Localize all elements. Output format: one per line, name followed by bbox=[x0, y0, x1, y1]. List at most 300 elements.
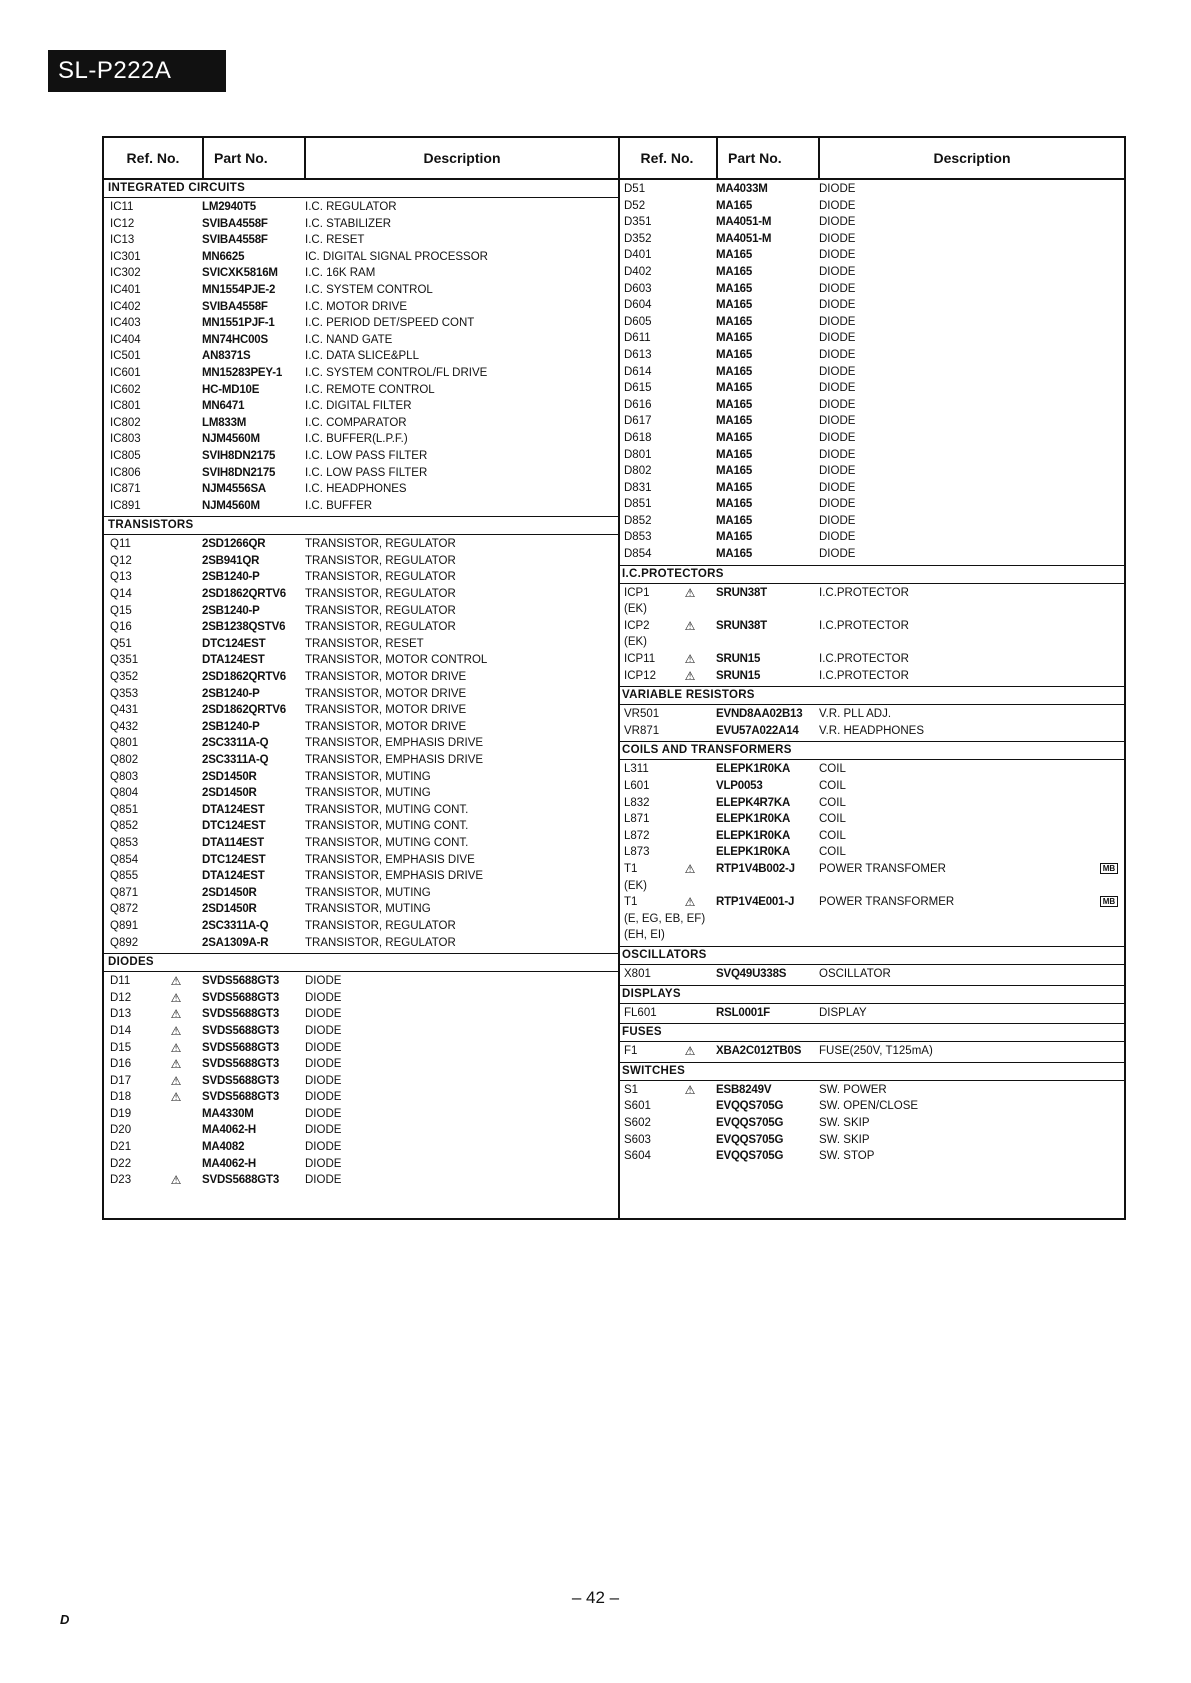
part-no: MA165 bbox=[716, 265, 753, 278]
ref-no: D11 bbox=[110, 975, 131, 988]
safety-mark-empty bbox=[150, 365, 202, 382]
table-row bbox=[618, 480, 1124, 497]
ref-no: Q11 bbox=[110, 538, 131, 551]
table-header bbox=[104, 138, 618, 180]
header-part: Part No. bbox=[718, 138, 820, 178]
ref-no: T1 bbox=[624, 896, 638, 909]
part-no: SVDS5688GT3 bbox=[202, 991, 280, 1004]
parts-table bbox=[102, 136, 1126, 1220]
safety-warning-icon: ⚠ bbox=[684, 668, 696, 683]
table-row bbox=[618, 966, 1124, 983]
ref-no: D605 bbox=[624, 315, 652, 328]
ref-no: Q851 bbox=[110, 803, 139, 816]
safety-warning-icon: ⚠ bbox=[170, 1090, 182, 1105]
part-no: MA165 bbox=[716, 348, 753, 361]
safety-mark-empty bbox=[664, 496, 716, 513]
part-no: MA4051-M bbox=[716, 232, 772, 245]
part-no: SVIH8DN2175 bbox=[202, 466, 276, 479]
ref-no: VR501 bbox=[624, 708, 660, 721]
parts-section bbox=[618, 180, 1124, 565]
table-row bbox=[618, 463, 1124, 480]
safety-mark-empty bbox=[150, 636, 202, 653]
section-title: DIODES bbox=[104, 953, 618, 972]
description: DIODE bbox=[819, 348, 856, 361]
safety-mark-empty bbox=[150, 1139, 202, 1156]
ref-no: IC501 bbox=[110, 350, 141, 363]
description: I.C. MOTOR DRIVE bbox=[305, 300, 408, 313]
description: DIODE bbox=[819, 481, 856, 494]
safety-mark-empty bbox=[664, 1005, 716, 1022]
description: DIODE bbox=[305, 1041, 342, 1054]
table-row bbox=[618, 1098, 1124, 1115]
description: I.C.PROTECTOR bbox=[819, 669, 909, 682]
ref-no: D51 bbox=[624, 183, 646, 195]
description: DIODE bbox=[305, 1124, 342, 1137]
part-no: EVND8AA02B13 bbox=[716, 708, 803, 721]
part-no: SVIBA4558F bbox=[202, 300, 268, 313]
ref-no: IC891 bbox=[110, 499, 141, 512]
description: DIODE bbox=[819, 431, 856, 444]
ref-no: D14 bbox=[110, 1024, 132, 1037]
part-no: MA165 bbox=[716, 315, 753, 328]
description: DISPLAY bbox=[819, 1006, 867, 1019]
part-no: SVIBA4558F bbox=[202, 234, 268, 247]
description: TRANSISTOR, MUTING bbox=[305, 770, 431, 783]
part-no: 2SB1240-P bbox=[202, 720, 260, 733]
table-row bbox=[104, 249, 618, 266]
description: DIODE bbox=[819, 531, 856, 544]
part-no: EVQQS705G bbox=[716, 1116, 784, 1129]
safety-warning-icon: ⚠ bbox=[170, 990, 182, 1005]
description: I.C. REGULATOR bbox=[305, 201, 397, 213]
description: DIODE bbox=[819, 315, 856, 328]
section-title: SWITCHES bbox=[618, 1062, 1124, 1081]
table-row bbox=[618, 878, 1124, 895]
ref-no: (E, EG, EB, EF) bbox=[624, 912, 706, 925]
ref-no: L832 bbox=[624, 796, 650, 809]
table-row bbox=[104, 299, 618, 316]
table-header bbox=[618, 138, 1124, 180]
part-no: MA165 bbox=[716, 299, 753, 312]
table-row bbox=[104, 818, 618, 835]
part-no: MA4330M bbox=[202, 1107, 254, 1120]
safety-mark-empty bbox=[150, 885, 202, 902]
table-row bbox=[104, 232, 618, 249]
ref-no: IC12 bbox=[110, 217, 135, 230]
description: DIODE bbox=[819, 332, 856, 345]
part-no: MA165 bbox=[716, 448, 753, 461]
ref-no: D352 bbox=[624, 232, 652, 245]
safety-mark-empty bbox=[664, 181, 716, 198]
table-row bbox=[104, 498, 618, 515]
ref-no: D23 bbox=[110, 1174, 132, 1187]
table-row bbox=[618, 668, 1124, 685]
safety-warning-icon: ⚠ bbox=[684, 652, 696, 667]
table-row bbox=[104, 1006, 618, 1023]
table-row bbox=[618, 347, 1124, 364]
description: COIL bbox=[819, 763, 846, 776]
ref-no: (EK) bbox=[624, 879, 647, 892]
safety-warning-icon: ⚠ bbox=[170, 1040, 182, 1055]
part-no: MA4082 bbox=[202, 1141, 245, 1154]
table-row bbox=[618, 706, 1124, 723]
section-title: VARIABLE RESISTORS bbox=[618, 686, 1124, 705]
part-no: 2SB1238QSTV6 bbox=[202, 621, 286, 634]
safety-mark-empty bbox=[150, 818, 202, 835]
description: I.C. RESET bbox=[305, 234, 365, 247]
table-row bbox=[104, 536, 618, 553]
part-no: EVQQS705G bbox=[716, 1150, 784, 1163]
ref-no: L871 bbox=[624, 813, 650, 826]
part-no: MN15283PEY-1 bbox=[202, 366, 283, 379]
description: DIODE bbox=[819, 382, 856, 395]
safety-warning-icon: ⚠ bbox=[170, 1173, 182, 1188]
part-no: MA165 bbox=[716, 382, 753, 395]
ref-no: Q891 bbox=[110, 919, 139, 932]
ref-no: D15 bbox=[110, 1041, 132, 1054]
ref-no: D16 bbox=[110, 1058, 132, 1071]
table-row bbox=[618, 264, 1124, 281]
section-rows bbox=[618, 584, 1124, 687]
table-row bbox=[618, 1115, 1124, 1132]
ref-no: Q353 bbox=[110, 687, 139, 700]
table-row bbox=[104, 448, 618, 465]
table-row bbox=[104, 852, 618, 869]
description: I.C. LOW PASS FILTER bbox=[305, 466, 428, 479]
ref-no: D401 bbox=[624, 249, 652, 262]
safety-mark-empty bbox=[664, 297, 716, 314]
ref-no: IC802 bbox=[110, 416, 141, 429]
ref-no: Q852 bbox=[110, 820, 139, 833]
table-row bbox=[104, 553, 618, 570]
part-no: MA165 bbox=[716, 531, 753, 544]
table-row bbox=[104, 669, 618, 686]
safety-mark-empty bbox=[150, 398, 202, 415]
ref-no: ICP12 bbox=[624, 669, 656, 682]
ref-no: IC402 bbox=[110, 300, 141, 313]
table-row bbox=[618, 297, 1124, 314]
safety-mark-empty bbox=[150, 265, 202, 282]
part-no: ESB8249V bbox=[716, 1083, 772, 1096]
safety-mark-empty bbox=[664, 513, 716, 530]
safety-mark-empty bbox=[664, 1132, 716, 1149]
ref-no: D611 bbox=[624, 332, 651, 345]
safety-mark-empty bbox=[150, 216, 202, 233]
table-row bbox=[618, 247, 1124, 264]
description: TRANSISTOR, REGULATOR bbox=[305, 554, 456, 567]
description: I.C. SYSTEM CONTROL bbox=[305, 283, 433, 296]
safety-mark-empty bbox=[150, 465, 202, 482]
safety-mark-empty bbox=[664, 198, 716, 215]
ref-no: D402 bbox=[624, 265, 652, 278]
part-no: MA4051-M bbox=[716, 216, 772, 229]
part-no: DTA124EST bbox=[202, 870, 265, 883]
description: POWER TRANSFORMER bbox=[819, 896, 955, 909]
part-no: 2SD1862QRTV6 bbox=[202, 704, 286, 717]
safety-mark-empty bbox=[664, 214, 716, 231]
ref-no: IC801 bbox=[110, 400, 141, 413]
description: DIODE bbox=[305, 1008, 342, 1021]
table-row bbox=[104, 365, 618, 382]
safety-mark-empty bbox=[664, 966, 716, 983]
part-no: MA165 bbox=[716, 282, 753, 295]
ref-no: IC403 bbox=[110, 317, 141, 330]
ref-no: Q352 bbox=[110, 671, 139, 684]
ref-no: Q51 bbox=[110, 637, 132, 650]
part-no: SVDS5688GT3 bbox=[202, 1041, 280, 1054]
part-no: RTP1V4B002-J bbox=[716, 862, 795, 875]
description: POWER TRANSFOMER bbox=[819, 862, 946, 875]
ref-no: L872 bbox=[624, 829, 650, 842]
parts-section bbox=[618, 1062, 1124, 1167]
ref-no: D18 bbox=[110, 1091, 132, 1104]
ref-no: D618 bbox=[624, 431, 652, 444]
section-title: FUSES bbox=[618, 1023, 1124, 1042]
ref-no: VR871 bbox=[624, 724, 660, 737]
table-row bbox=[104, 935, 618, 952]
part-no: MA165 bbox=[716, 498, 753, 511]
table-row bbox=[618, 618, 1124, 635]
description: TRANSISTOR, RESET bbox=[305, 637, 424, 650]
table-row bbox=[104, 465, 618, 482]
ref-no: Q12 bbox=[110, 554, 132, 567]
description: TRANSISTOR, MOTOR DRIVE bbox=[305, 671, 467, 684]
ref-no: (EK) bbox=[624, 636, 647, 649]
safety-mark-empty bbox=[150, 901, 202, 918]
safety-mark-empty bbox=[150, 431, 202, 448]
table-row bbox=[104, 1122, 618, 1139]
description: DIODE bbox=[305, 991, 342, 1004]
part-no: 2SB1240-P bbox=[202, 604, 260, 617]
ref-no: ICP11 bbox=[624, 653, 656, 666]
description: DIODE bbox=[819, 216, 856, 229]
safety-mark-empty bbox=[664, 927, 716, 944]
description: SW. SKIP bbox=[819, 1133, 870, 1146]
safety-mark-empty bbox=[150, 935, 202, 952]
table-row bbox=[104, 652, 618, 669]
safety-mark-empty bbox=[150, 619, 202, 636]
table-row bbox=[618, 330, 1124, 347]
description: COIL bbox=[819, 829, 846, 842]
part-no: MN6625 bbox=[202, 250, 245, 263]
ref-no: D617 bbox=[624, 415, 652, 428]
safety-warning-icon: ⚠ bbox=[170, 1007, 182, 1022]
safety-warning-icon: ⚠ bbox=[684, 585, 696, 600]
description: DIODE bbox=[819, 415, 856, 428]
ref-no: S602 bbox=[624, 1116, 651, 1129]
table-row bbox=[104, 785, 618, 802]
part-no: 2SD1450R bbox=[202, 903, 257, 916]
safety-mark-empty bbox=[664, 480, 716, 497]
description: DIODE bbox=[819, 183, 856, 195]
parts-section bbox=[104, 516, 618, 953]
safety-warning-icon: ⚠ bbox=[170, 974, 182, 989]
safety-mark-empty bbox=[150, 802, 202, 819]
mb-tag: MB bbox=[1100, 863, 1118, 874]
ref-no: Q13 bbox=[110, 571, 132, 584]
table-row bbox=[104, 752, 618, 769]
safety-mark-empty bbox=[664, 761, 716, 778]
part-no: SVIH8DN2175 bbox=[202, 449, 276, 462]
ref-no: IC601 bbox=[110, 366, 141, 379]
ref-no: D831 bbox=[624, 481, 652, 494]
description: TRANSISTOR, REGULATOR bbox=[305, 919, 456, 932]
safety-mark-empty bbox=[150, 382, 202, 399]
table-row bbox=[618, 1082, 1124, 1099]
part-no: RSL0001F bbox=[716, 1006, 771, 1019]
safety-mark-empty bbox=[664, 911, 716, 928]
part-no: MA4033M bbox=[716, 183, 768, 195]
part-no: MA165 bbox=[716, 548, 753, 561]
part-no: DTA114EST bbox=[202, 836, 264, 849]
ref-no: IC401 bbox=[110, 283, 141, 296]
safety-mark-empty bbox=[664, 463, 716, 480]
ref-no: L601 bbox=[624, 780, 650, 792]
part-no: XBA2C012TB0S bbox=[716, 1045, 802, 1058]
ref-no: IC302 bbox=[110, 267, 141, 280]
part-no: MA165 bbox=[716, 431, 753, 444]
description: DIODE bbox=[819, 465, 856, 478]
safety-mark-empty bbox=[150, 652, 202, 669]
table-row bbox=[104, 1156, 618, 1173]
section-rows bbox=[618, 1081, 1124, 1167]
corner-mark: D bbox=[60, 1612, 70, 1627]
description: I.C. LOW PASS FILTER bbox=[305, 449, 428, 462]
ref-no: Q14 bbox=[110, 588, 132, 601]
description: DIODE bbox=[819, 282, 856, 295]
table-row bbox=[618, 380, 1124, 397]
table-row bbox=[104, 382, 618, 399]
ref-no: D13 bbox=[110, 1008, 132, 1021]
description: TRANSISTOR, MUTING bbox=[305, 903, 431, 916]
table-row bbox=[104, 481, 618, 498]
table-row bbox=[104, 265, 618, 282]
part-no: MN6471 bbox=[202, 400, 245, 413]
section-rows bbox=[618, 965, 1124, 985]
ref-no: ICP1 bbox=[624, 586, 650, 599]
part-no: SVICXK5816M bbox=[202, 267, 278, 280]
parts-section bbox=[104, 180, 618, 516]
part-no: SVDS5688GT3 bbox=[202, 1074, 280, 1087]
section-title: COILS AND TRANSFORMERS bbox=[618, 741, 1124, 760]
part-no: SVQ49U338S bbox=[716, 967, 787, 980]
table-row bbox=[618, 496, 1124, 513]
table-row bbox=[104, 1139, 618, 1156]
safety-mark-empty bbox=[150, 586, 202, 603]
description: DIODE bbox=[819, 199, 856, 212]
section-rows bbox=[618, 760, 1124, 946]
safety-mark-empty bbox=[150, 199, 202, 216]
description: DIODE bbox=[819, 232, 856, 245]
table-row bbox=[618, 198, 1124, 215]
part-no: 2SB1240-P bbox=[202, 571, 260, 584]
part-no bbox=[716, 634, 819, 651]
description: DIODE bbox=[819, 365, 856, 378]
section-rows bbox=[104, 535, 618, 953]
safety-mark-empty bbox=[150, 835, 202, 852]
description: I.C.PROTECTOR bbox=[819, 619, 909, 632]
ref-no: IC13 bbox=[110, 234, 135, 247]
ref-no: IC871 bbox=[110, 483, 141, 496]
safety-mark-empty bbox=[664, 314, 716, 331]
part-no: 2SA1309A-R bbox=[202, 936, 269, 949]
safety-mark-empty bbox=[664, 413, 716, 430]
ref-no: ICP2 bbox=[624, 619, 650, 632]
description: TRANSISTOR, REGULATOR bbox=[305, 538, 456, 551]
table-row bbox=[104, 802, 618, 819]
description: TRANSISTOR, MOTOR DRIVE bbox=[305, 720, 467, 733]
ref-no: Q803 bbox=[110, 770, 139, 783]
description: I.C. PERIOD DET/SPEED CONT bbox=[305, 317, 475, 330]
safety-mark-empty bbox=[150, 852, 202, 869]
table-row bbox=[618, 281, 1124, 298]
safety-mark-empty bbox=[664, 1098, 716, 1115]
ref-no: D12 bbox=[110, 991, 132, 1004]
model-badge: SL-P222A bbox=[48, 50, 226, 92]
table-row bbox=[618, 181, 1124, 198]
table-row bbox=[618, 778, 1124, 795]
part-no: MN1554PJE-2 bbox=[202, 283, 276, 296]
ref-no: (EH, EI) bbox=[624, 929, 665, 942]
description: TRANSISTOR, REGULATOR bbox=[305, 588, 456, 601]
ref-no: Q15 bbox=[110, 604, 132, 617]
table-row bbox=[618, 430, 1124, 447]
safety-warning-icon: ⚠ bbox=[170, 1023, 182, 1038]
ref-no: D604 bbox=[624, 299, 652, 312]
safety-mark-empty bbox=[150, 769, 202, 786]
parts-section bbox=[618, 565, 1124, 687]
safety-mark-empty bbox=[150, 719, 202, 736]
part-no: NJM4560M bbox=[202, 433, 260, 446]
safety-mark-empty bbox=[664, 811, 716, 828]
ref-no: S1 bbox=[624, 1083, 639, 1096]
ref-no: Q872 bbox=[110, 903, 139, 916]
safety-mark-empty bbox=[150, 569, 202, 586]
part-no: ELEPK1R0KA bbox=[716, 763, 791, 776]
part-no: SVDS5688GT3 bbox=[202, 975, 280, 988]
safety-mark-empty bbox=[664, 231, 716, 248]
part-no: MA4062-H bbox=[202, 1157, 257, 1170]
table-row bbox=[104, 835, 618, 852]
table-row bbox=[104, 332, 618, 349]
description: TRANSISTOR, REGULATOR bbox=[305, 604, 456, 617]
table-row bbox=[618, 828, 1124, 845]
table-row bbox=[104, 1040, 618, 1057]
ref-no: (EK) bbox=[624, 603, 647, 616]
safety-mark-empty bbox=[150, 752, 202, 769]
table-row bbox=[618, 894, 1124, 911]
section-title: INTEGRATED CIRCUITS bbox=[104, 180, 618, 198]
part-no: ELEPK1R0KA bbox=[716, 829, 791, 842]
section-rows bbox=[618, 1042, 1124, 1062]
header-part: Part No. bbox=[204, 138, 306, 178]
table-row bbox=[104, 1106, 618, 1123]
description: DIODE bbox=[305, 1091, 342, 1104]
description: DIODE bbox=[819, 249, 856, 262]
section-title: DISPLAYS bbox=[618, 985, 1124, 1004]
section-title: TRANSISTORS bbox=[104, 516, 618, 535]
safety-mark-empty bbox=[664, 247, 716, 264]
ref-no: Q351 bbox=[110, 654, 139, 667]
description: TRANSISTOR, EMPHASIS DRIVE bbox=[305, 754, 484, 766]
safety-mark-empty bbox=[664, 264, 716, 281]
ref-no: D853 bbox=[624, 531, 652, 544]
description: SW. STOP bbox=[819, 1150, 875, 1163]
part-no: LM833M bbox=[202, 416, 247, 429]
part-no: 2SD1266QR bbox=[202, 538, 266, 551]
ref-no: D52 bbox=[624, 199, 646, 212]
safety-warning-icon: ⚠ bbox=[684, 1044, 696, 1059]
